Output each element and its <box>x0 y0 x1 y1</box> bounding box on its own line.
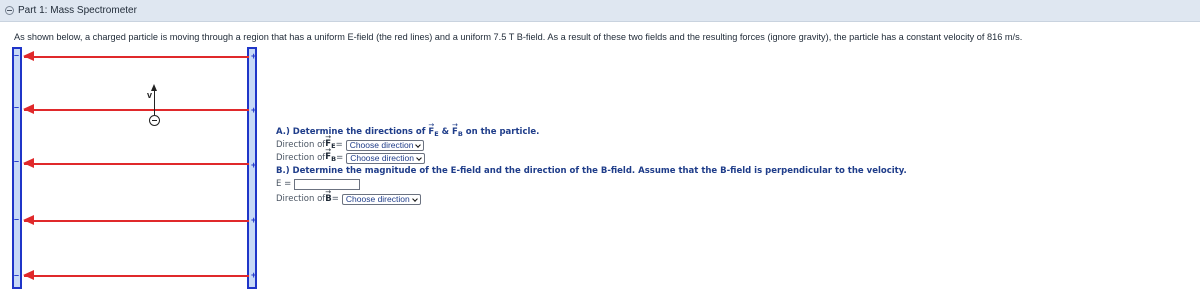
negative-sign: – <box>14 156 20 166</box>
force-b-vector: → $F_B$ <box>325 151 336 166</box>
negative-sign: – <box>14 270 20 280</box>
positive-sign: + <box>251 215 257 225</box>
negative-plate <box>12 47 22 289</box>
b-direction-select[interactable]: Choose direction <box>342 194 421 205</box>
positive-sign: + <box>251 51 257 61</box>
question-b-heading: B.) Determine the magnitude of the E-field and the direction of the B-field. Assume that the B-field is perpendicular to the velocity. <box>276 166 907 176</box>
velocity-label: v <box>147 90 153 100</box>
negative-sign: – <box>14 214 20 224</box>
velocity-arrow <box>154 89 155 115</box>
chevron-down-icon <box>412 196 418 202</box>
chevron-down-icon <box>416 142 422 148</box>
positive-sign: + <box>251 105 257 115</box>
e-field-line <box>24 109 249 111</box>
e-field-line <box>24 163 249 165</box>
positive-sign: + <box>251 270 257 280</box>
fb-direction-row: Direction of → $F_B$ = Choose direction <box>276 152 907 165</box>
chevron-down-icon <box>416 155 422 161</box>
e-magnitude-row: E = <box>276 178 907 191</box>
questions-panel <box>276 126 907 206</box>
negative-particle-icon <box>149 115 160 126</box>
collapse-minus-icon[interactable] <box>5 6 14 15</box>
force-b-vector: → $F_B$ <box>452 126 463 141</box>
b-direction-row: Direction of → B = Choose direction <box>276 193 907 206</box>
negative-sign: – <box>14 50 20 60</box>
field-diagram <box>8 45 268 291</box>
question-a-heading: A.) Determine the directions of → $F_E$ & → $F_B$ on the particle. <box>276 126 907 139</box>
b-field-vector: → B <box>325 193 331 206</box>
fb-direction-select[interactable]: Choose direction <box>346 153 425 164</box>
negative-sign: – <box>14 102 20 112</box>
fe-direction-select[interactable]: Choose direction <box>346 140 425 151</box>
positive-sign: + <box>251 160 257 170</box>
e-field-line <box>24 220 249 222</box>
problem-statement: As shown below, a charged particle is moving through a region that has a uniform E-field (the red lines) and a uniform 7.5 T B-field. As a result of these two fields and the resulting forces (ignore gravity), the particle has a constant velocity of 816 m/s. <box>14 32 1023 42</box>
fe-direction-row: Direction of → $F_E$ = Choose direction <box>276 139 907 152</box>
force-e-vector: → $F_E$ <box>428 126 438 141</box>
part-title: Part 1: Mass Spectrometer <box>18 5 137 16</box>
part-header[interactable] <box>0 0 1200 22</box>
e-field-line <box>24 275 249 277</box>
e-field-line <box>24 56 249 58</box>
force-e-vector: → $F_E$ <box>325 138 335 153</box>
